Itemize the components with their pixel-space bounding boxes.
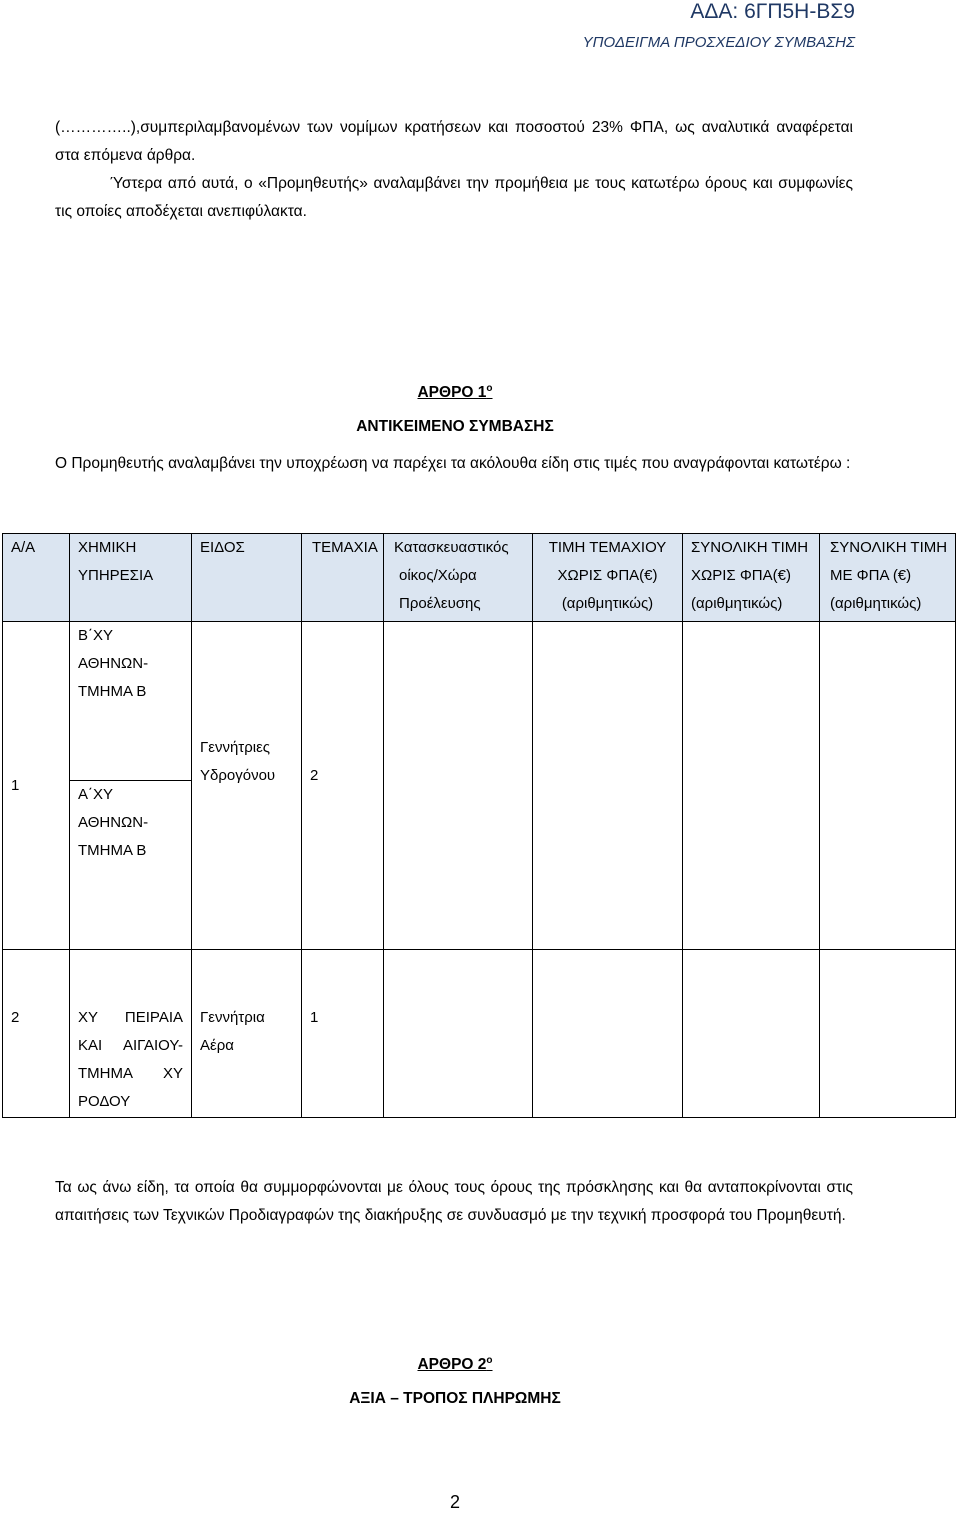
row1-total-no-vat — [683, 622, 820, 950]
row1-service-b: Α΄ΧΥ ΑΘΗΝΩΝ- ΤΜΗΜΑ Β — [78, 786, 149, 859]
page-number: 2 — [449, 1492, 460, 1512]
row1-service — [70, 622, 192, 950]
row1-manufacturer — [384, 622, 533, 950]
article-1-sup: ο — [486, 383, 493, 394]
article-1-text: Ο Προμηθευτής αναλαμβάνει την υποχρέωση να παρέχει τα ακόλουθα είδη στις τιμές που αναγράφονται κατωτέρω : — [55, 455, 851, 472]
row2-manufacturer — [384, 950, 533, 1118]
row2-item: Γεννήτρια Αέρα — [192, 950, 302, 1118]
table-row — [3, 950, 956, 1118]
row2-service: ΧΥ ΠΕΙΡΑΙΑ ΚΑΙ ΑΙΓΑΙΟΥ- ΤΜΗΜΑ ΧΥ ΡΟΔΟΥ — [70, 950, 192, 1118]
header-total-no-vat: ΣΥΝΟΛΙΚΗ ΤΙΜΗ ΧΩΡΙΣ ΦΠΑ(€) (αριθμητικώς) — [683, 534, 820, 622]
row2-aa: 2 — [3, 950, 70, 1118]
header-item: ΕΙΔΟΣ — [192, 534, 302, 622]
closing-paragraph: Τα ως άνω είδη, τα οποία θα συμμορφώνονται με όλους τους όρους της πρόσκλησης και θα ανταποκρίνονται στις απαιτήσεις των Τεχνικών Προδιαγραφών της διακήρυξης σε συνδυασμό με την τεχνική προσφορά του Προμηθευτή. — [55, 1179, 853, 1224]
row2-total-no-vat — [683, 950, 820, 1118]
row1-total-with-vat — [820, 622, 956, 950]
header-service: ΧΗΜΙΚΗ ΥΠΗΡΕΣΙΑ — [70, 534, 192, 622]
article-1-heading-text: ΑΡΘΡΟ 1 — [417, 384, 487, 402]
row1-item: Γεννήτριες Υδρογόνου — [192, 622, 302, 950]
row1-unit-price — [533, 622, 683, 950]
article-1-heading — [0, 383, 910, 402]
header-unit-price: ΤΙΜΗ ΤΕΜΑΧΙΟΥ ΧΩΡΙΣ ΦΠΑ(€) (αριθμητικώς) — [533, 534, 683, 622]
ada-code: ΑΔΑ: 6ΓΠ5Η-ΒΣ9 — [690, 0, 855, 23]
article-1-title: ΑΝΤΙΚΕΙΜΕΝΟ ΣΥΜΒΑΣΗΣ — [356, 418, 554, 435]
row2-qty: 1 — [302, 950, 384, 1118]
row1-qty: 2 — [302, 622, 384, 950]
header-qty: ΤΕΜΑΧΙΑ — [302, 534, 384, 622]
article-2-title: ΑΞΙΑ – ΤΡΟΠΟΣ ΠΛΗΡΩΜΗΣ — [349, 1390, 561, 1407]
items-table — [2, 533, 956, 1118]
intro-paragraph-1: (…………..),συμπεριλαμβανομένων των νομίμων κρατήσεων και ποσοστού 23% ΦΠΑ, ως αναλυτικά αναφέρεται στα επόμενα άρθρα. — [55, 119, 853, 164]
intro-paragraph-2: Ύστερα από αυτά, ο «Προμηθευτής» αναλαμβάνει την προμήθεια με τους κατωτέρω όρους και συμφωνίες τις οποίες αποδέχεται ανεπιφύλακτα. — [55, 175, 853, 220]
header-manufacturer: Κατασκευαστικός οίκος/Χώρα Προέλευσης — [384, 534, 533, 622]
row2-unit-price — [533, 950, 683, 1118]
article-2-heading — [0, 1355, 910, 1374]
header-aa: Α/Α — [3, 534, 70, 622]
article-2-sup: ο — [486, 1355, 493, 1366]
table-header-row — [3, 534, 956, 622]
header-total-with-vat: ΣΥΝΟΛΙΚΗ ΤΙΜΗ ΜΕ ΦΠΑ (€) (αριθμητικώς) — [820, 534, 956, 622]
row1-aa: 1 — [3, 622, 70, 950]
row1-service-a: Β΄ΧΥ ΑΘΗΝΩΝ- ΤΜΗΜΑ Β — [70, 622, 191, 781]
document-subtitle: ΥΠΟΔΕΙΓΜΑ ΠΡΟΣΧΕΔΙΟΥ ΣΥΜΒΑΣΗΣ — [582, 34, 855, 51]
article-2-heading-text: ΑΡΘΡΟ 2 — [417, 1356, 487, 1374]
table-row — [3, 622, 956, 950]
row2-total-with-vat — [820, 950, 956, 1118]
